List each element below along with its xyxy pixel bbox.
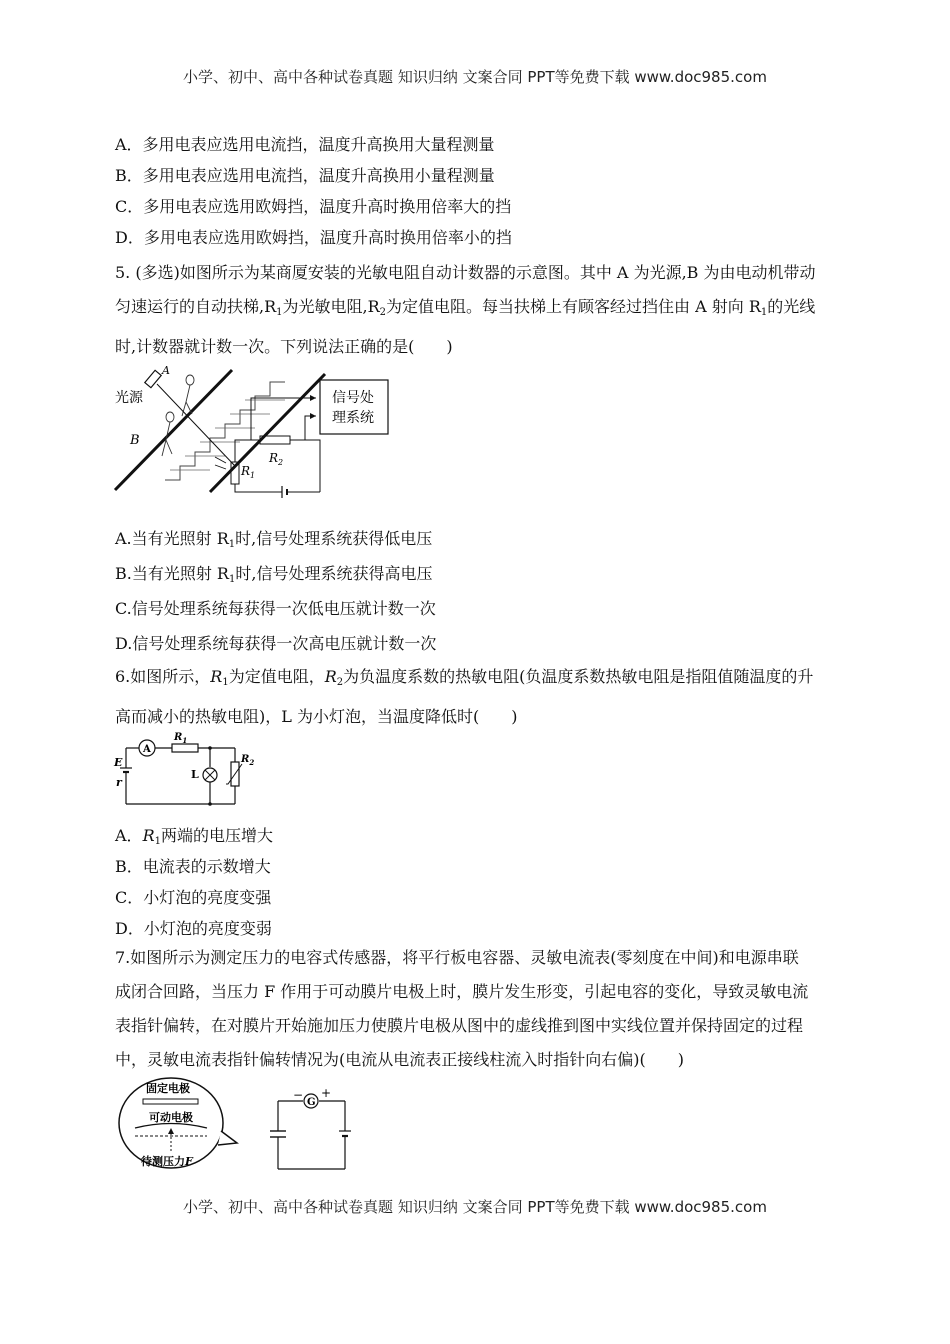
light-source-icon — [145, 370, 161, 387]
q7-sensor-figure — [115, 1075, 365, 1175]
fixed-electrode-label: 固定电极 — [146, 1082, 190, 1095]
page-header: 小学、初中、高中各种试卷真题 知识归纳 文案合同 PPT等免费下载 www.doc985.com — [183, 68, 767, 86]
q6-circuit-figure — [110, 728, 270, 810]
label-l: L — [191, 768, 199, 781]
q6-line2: 高而减小的热敏电阻)，L 为小灯泡，当温度降低时( ) — [115, 707, 518, 726]
force-label: 待测压力F — [141, 1155, 193, 1168]
q4-option-d: D．多用电表应选用欧姆挡，温度升高时换用倍率小的挡 — [115, 228, 512, 247]
plus-label: + — [321, 1086, 332, 1100]
movable-electrode-label: 可动电极 — [149, 1111, 193, 1124]
q6-stem — [115, 660, 837, 734]
q5-option-a: A.当有光照射 $R_1$时,信号处理系统获得低电压 — [115, 529, 433, 550]
q6-option-b: B．电流表的示数增大 — [115, 857, 271, 876]
label-light-source: 光源 — [115, 390, 143, 406]
label-a: A — [162, 364, 170, 377]
label-r2: $R_2$ — [269, 451, 284, 467]
label-e: E — [114, 756, 123, 769]
label-r: r — [116, 776, 122, 789]
q5-stem — [115, 256, 837, 364]
label-r2: $R_2$ — [241, 754, 255, 767]
label-r1: $R_1$ — [241, 464, 256, 480]
q7-line1: 7.如图所示为测定压力的电容式传感器，将平行板电容器、灵敏电流表(零刻度在中间)和电源串联 — [115, 948, 799, 967]
q6-option-a: A．$R_1$两端的电压增大 — [115, 826, 273, 847]
q6-option-c: C．小灯泡的亮度变强 — [115, 888, 272, 907]
q4-option-a: A．多用电表应选用电流挡，温度升高换用大量程测量 — [115, 135, 495, 154]
q5-line1: 5. (多选)如图所示为某商厦安装的光敏电阻自动计数器的示意图。其中 A 为光源,B 为由电动机带动 — [115, 263, 816, 282]
q6-circuit — [120, 740, 242, 806]
q7-line4: 中，灵敏电流表指针偏转情况为(电流从电流表正接线柱流入时指针向右偏)( ) — [115, 1050, 684, 1069]
box-line2: 理系统 — [332, 410, 374, 426]
q7-line3: 表指针偏转，在对膜片开始施加压力使膜片电极从图中的虚线推到图中实线位置并保持固定的过程 — [115, 1016, 804, 1035]
label-b: B — [130, 433, 140, 448]
q5-escalator-figure — [110, 362, 395, 504]
box-line1: 信号处 — [332, 390, 374, 406]
q5-option-c: C.信号处理系统每获得一次低电压就计数一次 — [115, 599, 436, 618]
q4-option-b: B．多用电表应选用电流挡，温度升高换用小量程测量 — [115, 166, 495, 185]
ammeter-label: A — [143, 744, 151, 755]
q4-option-c: C．多用电表应选用欧姆挡，温度升高时换用倍率大的挡 — [115, 197, 512, 216]
q5-option-b: B.当有光照射 $R_1$时,信号处理系统获得高电压 — [115, 564, 433, 585]
q5-line2: 匀速运行的自动扶梯$,R_1$为光敏电阻$,R_2$为定值电阻。每当扶梯上有顾客经过挡住由 A 射向 $R_1$的光线 — [115, 297, 816, 318]
q5-circuit — [215, 395, 320, 498]
q5-option-d: D.信号处理系统每获得一次高电压就计数一次 — [115, 634, 437, 653]
q5-line3: 时,计数器就计数一次。下列说法正确的是( ) — [115, 337, 453, 356]
galvanometer-label: G — [307, 1097, 316, 1108]
q6-line1: 6.如图所示，$R_1$为定值电阻，$R_2$为负温度系数的热敏电阻(负温度系数热敏电阻是指阻值随温度的升 — [115, 667, 814, 688]
minus-label: − — [293, 1088, 304, 1102]
label-r1: $R_1$ — [174, 732, 188, 745]
q6-option-d: D．小灯泡的亮度变弱 — [115, 919, 272, 938]
q7-line2: 成闭合回路，当压力 F 作用于可动膜片电极上时，膜片发生形变，引起电容的变化，导致灵敏电流 — [115, 982, 809, 1001]
escalator — [115, 370, 325, 492]
q7-stem — [115, 941, 837, 1077]
page-footer: 小学、初中、高中各种试卷真题 知识归纳 文案合同 PPT等免费下载 www.doc985.com — [183, 1198, 767, 1216]
